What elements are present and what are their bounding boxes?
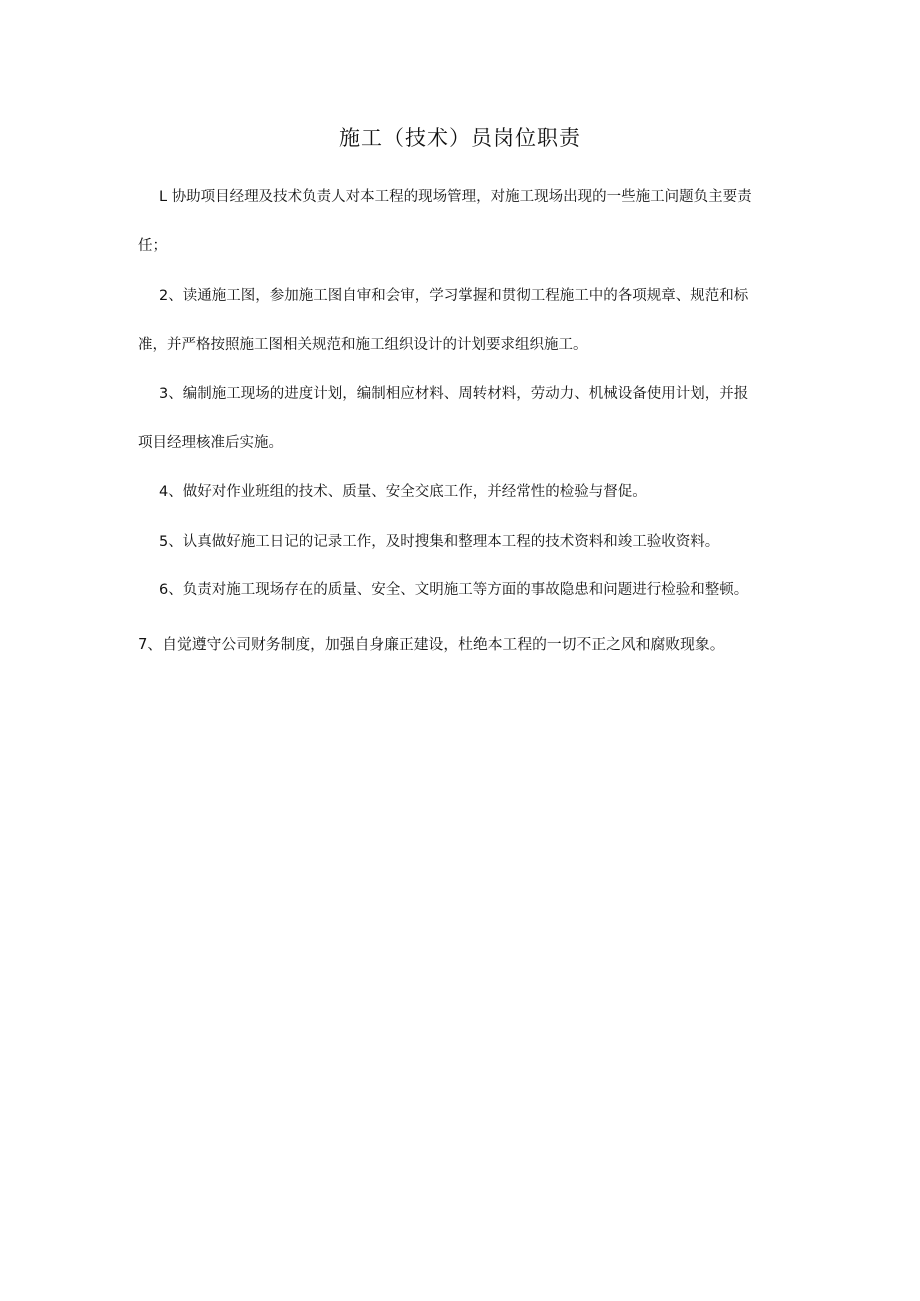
paragraph-7 — [138, 620, 798, 669]
paragraph-line: 4、做好对作业班组的技术、质量、安全交底工作，并经常性的检验与督促。 — [159, 484, 647, 500]
paragraph-line: 6、负责对施工现场存在的质量、安全、文明施工等方面的事故隐患和问题进行检验和整顿。 — [159, 582, 749, 598]
paragraph-5 — [138, 518, 798, 567]
paragraph-3 — [138, 370, 798, 468]
paragraph-4 — [138, 468, 798, 517]
paragraph-line: 5、认真做好施工日记的记录工作，及时搜集和整理本工程的技术资料和竣工验收资料。 — [159, 534, 720, 550]
paragraph-1 — [138, 173, 798, 271]
paragraph-line: 3、编制施工现场的进度计划，编制相应材料、周转材料，劳动力、机械设备使用计划，并报 — [159, 386, 749, 402]
paragraph-line: 项目经理核准后实施。 — [138, 435, 283, 451]
paragraph-2 — [138, 272, 798, 370]
paragraph-line: 任； — [138, 238, 167, 254]
paragraph-line: L 协助项目经理及技术负责人对本工程的现场管理，对施工现场出现的一些施工问题负主要责 — [159, 189, 752, 205]
paragraph-line: 准，并严格按照施工图相关规范和施工组织设计的计划要求组织施工。 — [138, 337, 588, 353]
paragraph-line: 7、自觉遵守公司财务制度，加强自身廉正建设，杜绝本工程的一切不正之风和腐败现象。 — [138, 636, 725, 653]
paragraph-line: 2、读通施工图，参加施工图自审和会审，学习掌握和贯彻工程施工中的各项规章、规范和标 — [159, 288, 749, 304]
paragraph-6 — [138, 566, 798, 615]
document-title: 施工（技术）员岗位职责 — [339, 126, 581, 150]
